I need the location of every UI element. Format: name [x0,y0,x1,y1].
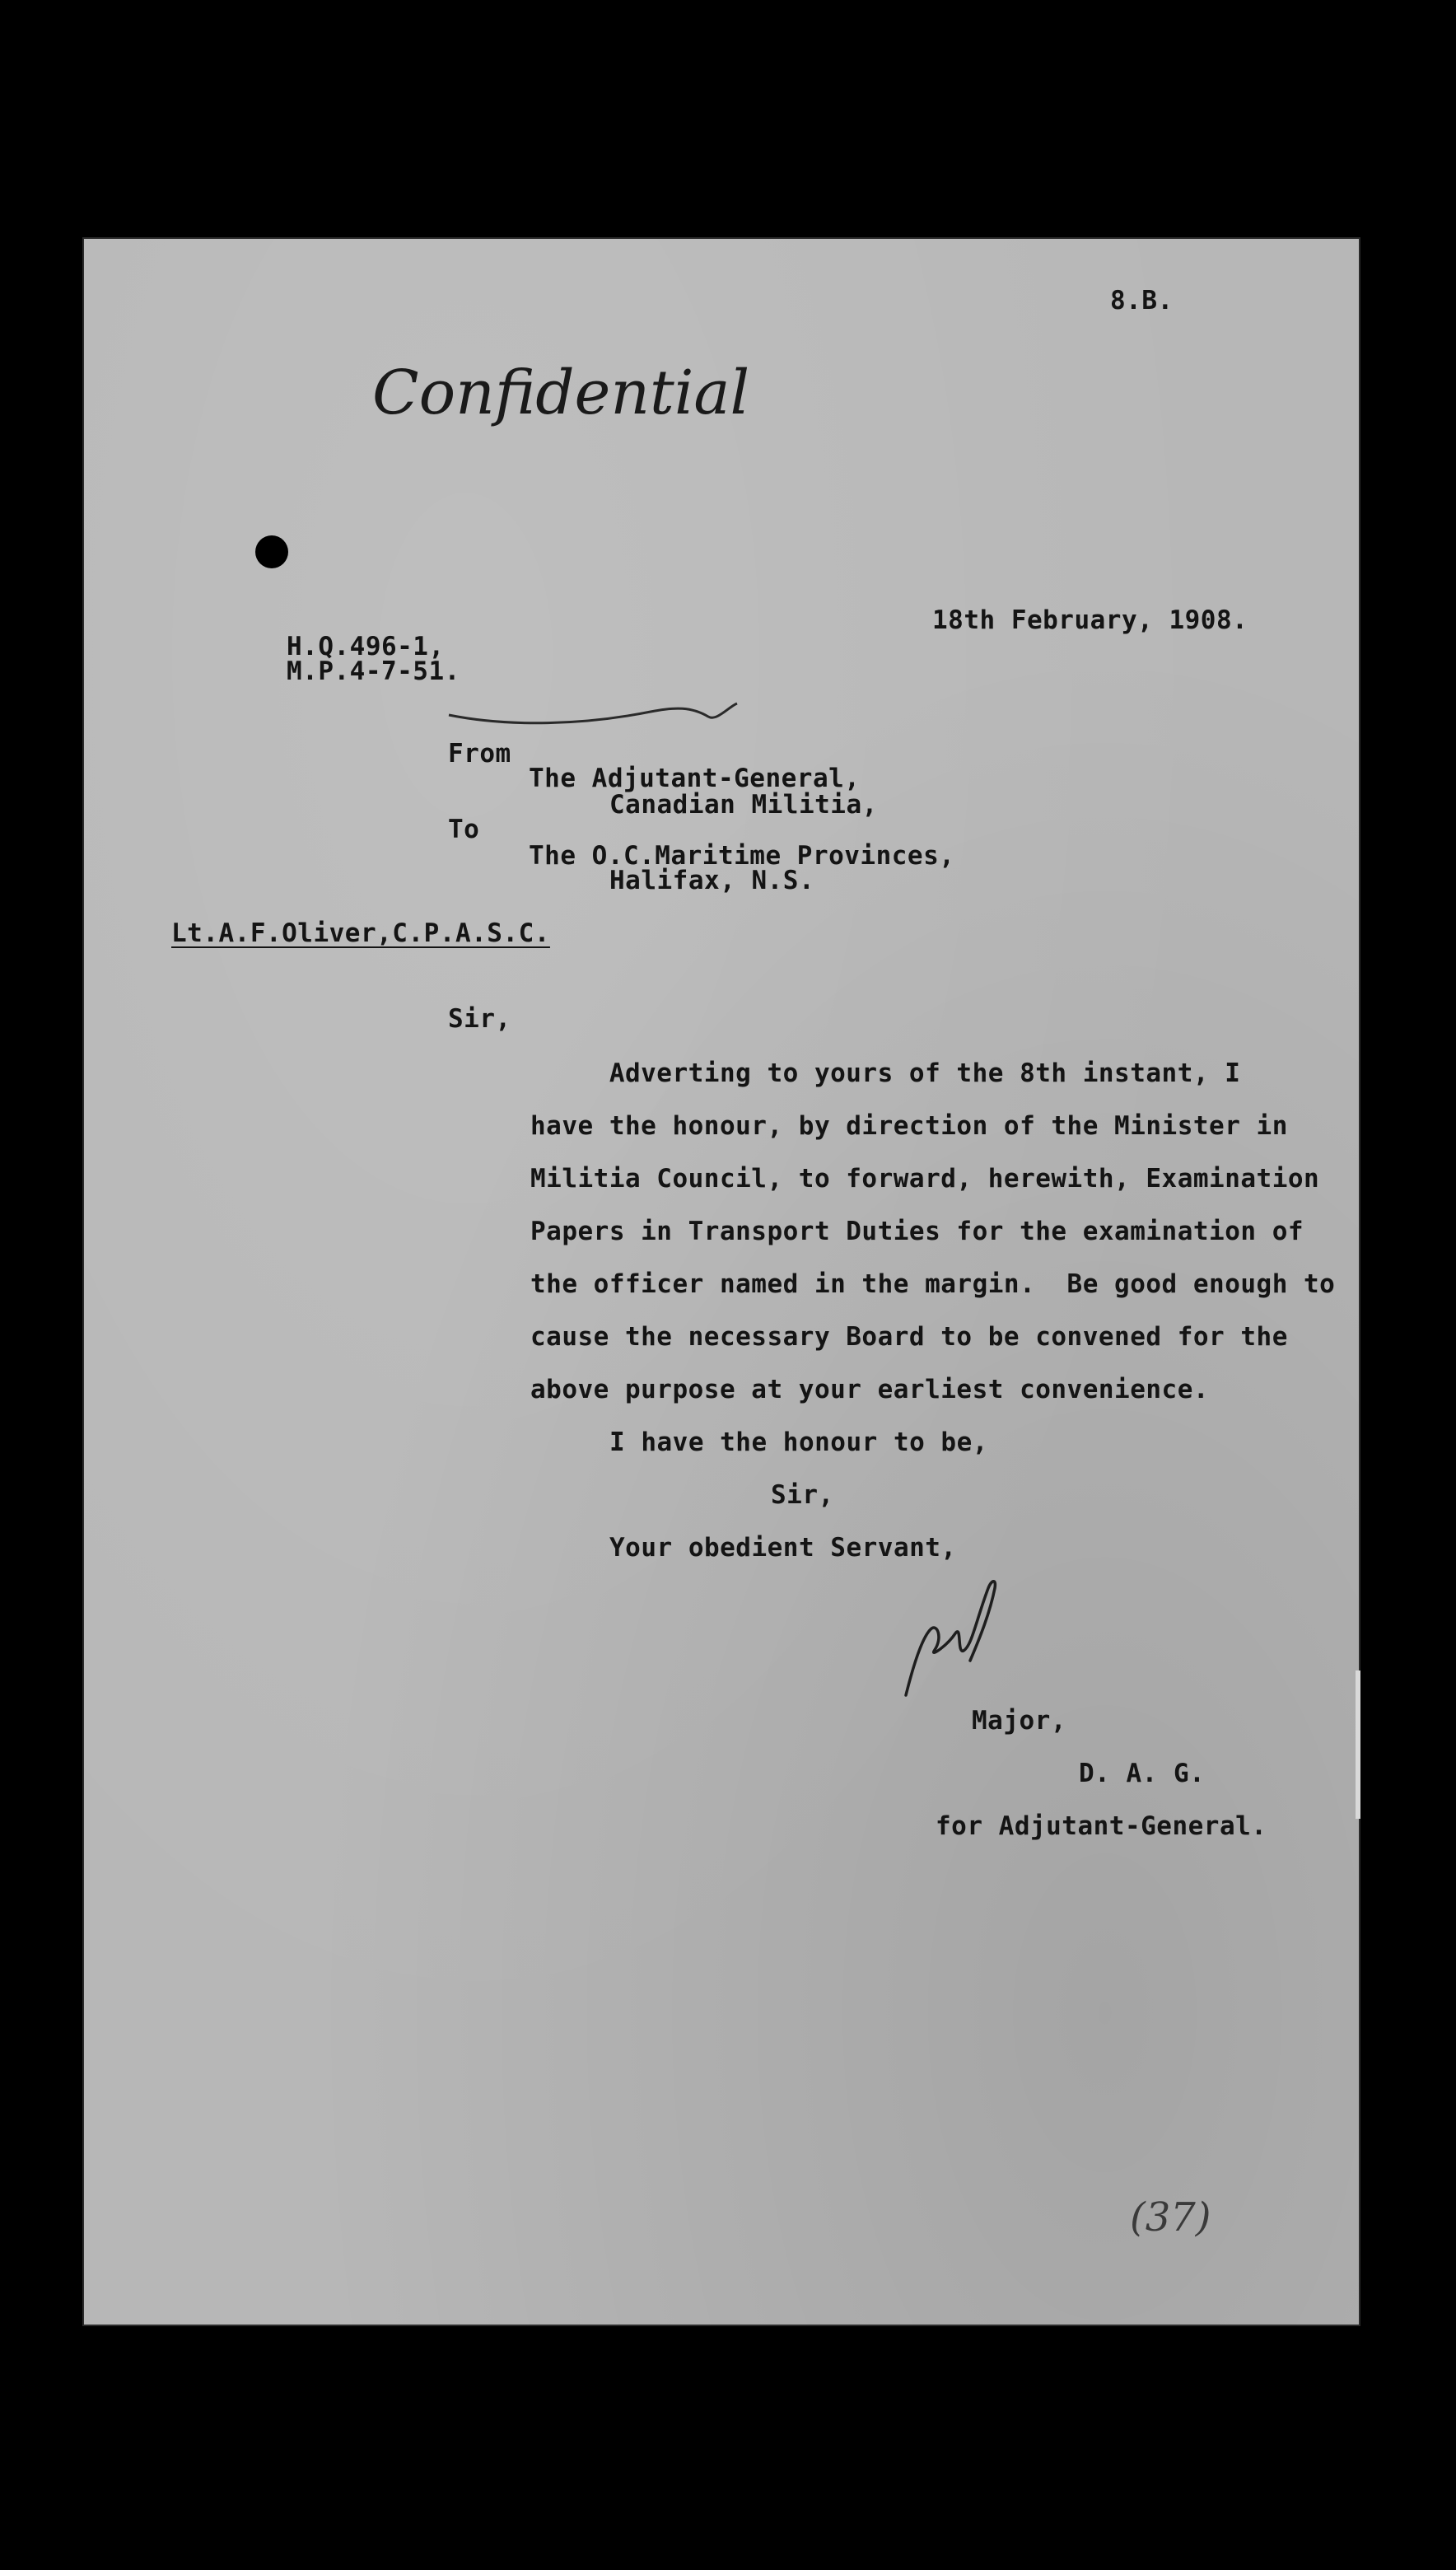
body-line: Militia Council, to forward, herewith, Examination [530,1164,1320,1194]
from-line-2: Canadian Militia, [609,790,878,820]
signature-title: D. A. G. [1079,1759,1206,1788]
body-line: Adverting to yours of the 8th instant, I [530,1058,1241,1088]
file-ref-hq: H.Q.496-1, [287,632,445,661]
margin-officer-name: Lt.A.F.Oliver,C.P.A.S.C. [171,918,550,948]
body-line: have the honour, by direction of the Minister in [530,1111,1288,1141]
closing-line-2: Sir, [771,1480,834,1510]
page-edge-fold [1356,1670,1360,1819]
punch-hole [255,535,288,568]
letter-date: 18th February, 1908. [932,605,1248,635]
signature-rank: Major, [972,1706,1066,1736]
signature-for: for Adjutant-General. [936,1811,1267,1841]
to-line-2: Halifax, N.S. [609,866,815,895]
body-line: cause the necessary Board to be convened for the [530,1322,1288,1352]
body-line: Papers in Transport Duties for the examination of [530,1217,1304,1246]
closing-line-1: I have the honour to be, [609,1428,988,1457]
file-ref-mp: M.P.4-7-51. [287,657,460,686]
letter-page [82,237,1360,2326]
handwritten-confidential: Confidential [372,357,750,428]
header-mark: 8.B. [1110,286,1174,315]
confidential-underline-stroke [445,682,741,731]
body-line: the officer named in the margin. Be good enough to [530,1269,1336,1299]
body-line: above purpose at your earliest convenience. [530,1375,1210,1404]
salutation: Sir, [448,1004,511,1034]
handwritten-signature [898,1572,1005,1720]
folio-number: (37) [1130,2194,1211,2241]
from-label: From [448,739,511,769]
closing-line-3: Your obedient Servant, [609,1533,957,1563]
to-label: To [448,815,480,844]
to-line-1: The O.C.Maritime Provinces, [529,841,955,871]
from-line-1: The Adjutant-General, [529,764,861,793]
